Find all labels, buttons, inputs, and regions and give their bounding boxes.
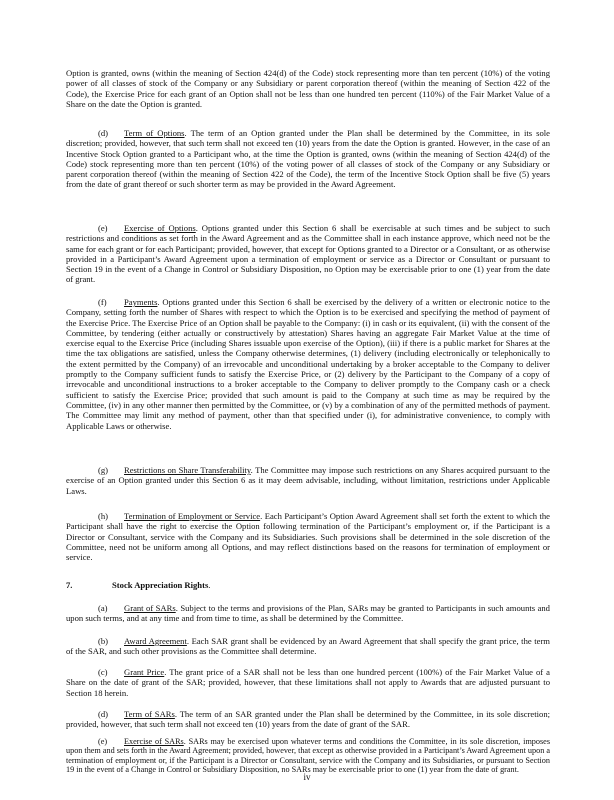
paragraph-heading: Grant of SARs <box>124 603 176 613</box>
paragraph-f-payments <box>66 297 550 431</box>
paragraph-text: . SARs may be exercised upon whatever terms and conditions the Committee, in its sole discretion, imposes upon them and sets forth in the Award Agreement; provided, however, that except as otherwise provided in a Participant’s Award Agreement upon a termination of employment or, if the Participant is a Director or Consultant, service with the Company and its Subsidiaries, or pursuant to Section 19 in the event of a Change in Control or Subsidiary Disposition, no SARs may be exercisable prior to one (1) year from the date of grant. <box>66 737 551 775</box>
paragraph-letter: (d) <box>98 128 109 138</box>
paragraph-letter: (d) <box>98 709 109 719</box>
paragraph-heading: Exercise of SARs <box>124 737 184 746</box>
paragraph-letter: (c) <box>98 667 108 677</box>
paragraph-heading: Award Agreement <box>124 636 187 646</box>
paragraph-heading: Termination of Employment or Service <box>124 511 261 521</box>
paragraph-g-restrictions <box>66 465 550 496</box>
paragraph-heading: Term of SARs <box>124 709 175 719</box>
paragraph-letter: (b) <box>98 636 109 646</box>
page-number: iv <box>303 772 311 782</box>
paragraph-b-award-agreement <box>66 636 550 657</box>
paragraph-letter: (g) <box>98 465 109 475</box>
section-title-suffix: . <box>208 580 211 590</box>
paragraph-letter: (e) <box>98 223 108 233</box>
paragraph-heading: Grant Price <box>124 667 165 677</box>
paragraph-text: . Each Participant’s Option Award Agreement shall set forth the extent to which the Participant shall have the right to exercise the Option following termination of the Participant’s employment or, if the Participant is a Director or Consultant, service with the Company and its Subsidiaries. Such provisions shall be determined in the sole discretion of the Committee, need not be uniform among all Options, and may reflect distinctions based on the reasons for termination of employment or service. <box>66 511 550 563</box>
paragraph-heading: Term of Options <box>124 128 185 138</box>
paragraph-e-exercise-of-sars <box>66 737 550 775</box>
paragraph-text: . The Committee may impose such restrictions on any Shares acquired pursuant to the exercise of an Option granted under this Section 6 as it may deem advisable, including, without limitation, restrictions under Applicable Laws. <box>66 465 550 496</box>
intro-paragraph <box>66 68 550 109</box>
paragraph-text: . Each SAR grant shall be evidenced by an Award Agreement that shall specify the grant price, the term of the SAR, and such other provisions as the Committee shall determine. <box>66 636 550 657</box>
paragraph-text: . Options granted under this Section 6 shall be exercisable at such times and be subject to such restrictions and conditions as set forth in the Award Agreement and as the Committee shall in each instance approve, which need not be the same for each grant or for each Participant; provided, however, that except for Options granted to a Director or a Consultant, or as otherwise provided in a Participant’s Award Agreement upon a termination of employment or service as a Director or Consultant or pursuant to Section 19 in the event of a Change in Control or Subsidiary Disposition, no Option may be exercisable prior to one (1) year from the date of grant. <box>66 223 550 285</box>
paragraph-c-grant-price <box>66 667 550 698</box>
paragraph-a-grant-of-sars <box>66 603 550 624</box>
intro-text: Option is granted, owns (within the meaning of Section 424(d) of the Code) stock representing more than ten percent (10%) of the voting power of all classes of stock of the Company or any Subsidiary or parent corporation thereof (within the meaning of Section 422 of the Code), the Exercise Price for each grant of an Option shall not be less than one hundred ten percent (110%) of the Fair Market Value of a Share on the date the Option is granted. <box>66 68 550 109</box>
section-number: 7. <box>66 580 73 590</box>
paragraph-text: . The grant price of a SAR shall not be less than one hundred percent (100%) of the Fair Market Value of a Share on the date of grant of the SAR; provided, however, that these limitations shall not apply to Awards that are adjusted pursuant to Section 18 herein. <box>66 667 550 698</box>
paragraph-text: . Options granted under this Section 6 shall be exercised by the delivery of a written or electronic notice to the Company, setting forth the number of Shares with respect to which the Option is to be exercised and specifying the method of payment of the Exercise Price. The Exercise Price of an Option shall be payable to the Company: (i) in cash or its equivalent, (ii) with the consent of the Committee, by tendering (either actually or constructively by attestation) Shares having an aggregate Fair Market Value at the time of exercise equal to the Exercise Price (including Shares issuable upon exercise of the Option), (iii) if there is a public market for Shares at the time the tax obligations are satisfied, unless the Company otherwise determines, (1) delivery (including electronically or telephonically to the extent permitted by the Company) of an irrevocable and unconditional undertaking by a broker acceptable to the Company to deliver promptly to the Company sufficient funds to satisfy the Exercise Price, or (2) delivery by the Participant to the Company of a copy of irrevocable and unconditional instructions to a broker acceptable to the Company to deliver promptly to the Company cash or a check sufficient to satisfy the Exercise Price; provided that such amount is paid to the Company at such time as may be required by the Committee, (iv) in any other manner then permitted by the Committee, or (v) by a combination of any of the permitted methods of payment. The Committee may limit any method of payment, other than that specified under (i), for administrative convenience, to comply with Applicable Laws or otherwise. <box>66 297 550 431</box>
section-heading <box>66 580 550 590</box>
paragraph-heading: Exercise of Options <box>124 223 196 233</box>
paragraph-text: . The term of an Option granted under the Plan shall be determined by the Committee, in its sole discretion; provided, however, that such term shall not exceed ten (10) years from the date the Option is granted. However, in the case of an Incentive Stock Option granted to a Participant who, at the time the Option is granted, owns (within the meaning of Section 424(d) of the Code) stock representing more than ten percent (10%) of the voting power of all classes of stock of the Company or any Subsidiary or parent corporation thereof (within the meaning of Section 422 of the Code), the term of the Incentive Stock Option shall be five (5) years from the date of grant thereof or such shorter term as may be provided in the Award Agreement. <box>66 128 551 190</box>
section-title: Stock Appreciation Rights <box>112 580 209 590</box>
paragraph-letter: (e) <box>98 737 108 746</box>
paragraph-d-term-of-options <box>66 128 550 190</box>
paragraph-letter: (a) <box>98 603 108 613</box>
paragraph-text: . The term of an SAR granted under the Plan shall be determined by the Committee, in its sole discretion; provided, however, that such term shall not exceed ten (10) years from the date of grant of the SAR. <box>66 709 550 730</box>
paragraph-e-exercise-of-options <box>66 223 550 285</box>
paragraph-d-term-of-sars <box>66 709 550 730</box>
paragraph-letter: (f) <box>98 297 107 307</box>
paragraph-h-termination <box>66 511 550 562</box>
paragraph-heading: Payments <box>124 297 158 307</box>
paragraph-text: . Subject to the terms and provisions of the Plan, SARs may be granted to Participants in such amounts and upon such terms, and at any time and from time to time, as shall be determined by the Committee. <box>66 603 550 624</box>
paragraph-heading: Restrictions on Share Transferability <box>124 465 251 475</box>
paragraph-letter: (h) <box>98 511 109 521</box>
